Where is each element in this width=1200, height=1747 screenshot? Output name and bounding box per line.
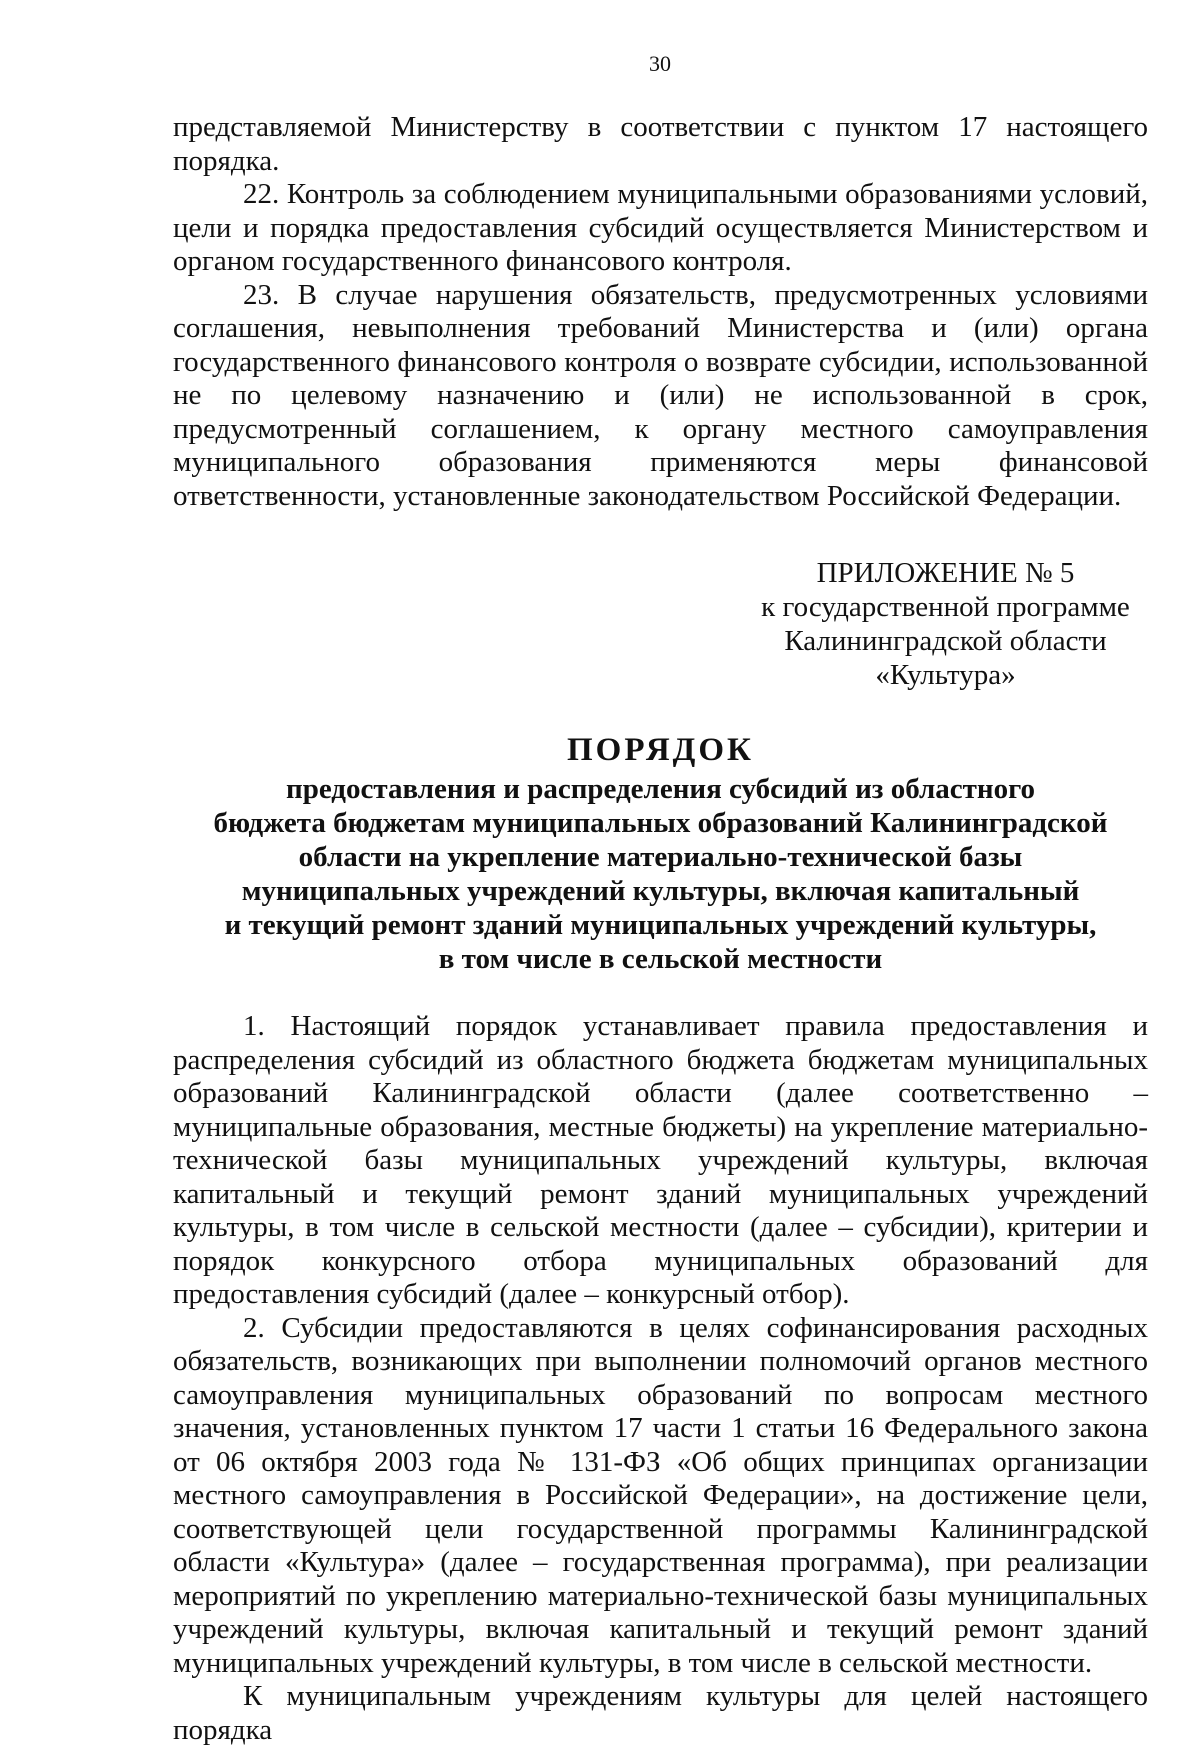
heading-line: предоставления и распределения субсидий из областного [285, 773, 1036, 805]
appendix-block [743, 556, 1148, 692]
paragraph-22: 22. Контроль за соблюдением муниципальными образованиями условий, цели и порядка предоставления субсидий осуществляется Министерством и органом государственного финансового контроля. [173, 178, 1148, 277]
appendix-region: Калининградской области [784, 625, 1107, 657]
document-body [173, 1010, 1148, 1747]
document-heading [173, 730, 1148, 976]
heading-line: и текущий ремонт зданий муниципальных учреждений культуры, [224, 909, 1097, 941]
heading-line: муниципальных учреждений культуры, включая капитальный [241, 875, 1080, 907]
paragraph-continues: К муниципальным учреждениям культуры для целей настоящего порядка [173, 1680, 1148, 1746]
heading-line: в том числе в сельской местности [438, 943, 883, 975]
heading-line: области на укрепление материально-технической базы [298, 841, 1023, 873]
paragraph-2: 2. Субсидии предоставляются в целях софинансирования расходных обязательств, возникающих при выполнении полномочий органов местного самоуправления муниципальных образований по вопросам местного значения, установленных пунктом 17 части 1 статьи 16 Федерального закона от 06 октября 2003 года № 131-ФЗ «Об общих принципах организации местного самоуправления в Российской Федерации», на достижение цели, соответствующей цели государственной программы Калининградской области «Культура» (далее – государственная программа), при реализации мероприятий по укреплению материально-технической базы муниципальных учреждений культуры, включая капитальный и текущий ремонт зданий муниципальных учреждений культуры, в том числе в сельской местности. [173, 1311, 1148, 1679]
appendix-program-name: «Культура» [875, 659, 1016, 691]
heading-line: бюджета бюджетам муниципальных образований Калининградской [213, 807, 1108, 839]
heading-title: ПОРЯДОК [567, 732, 754, 768]
paragraph-23: 23. В случае нарушения обязательств, предусмотренных условиями соглашения, невыполнения требований Министерства и (или) органа государственного финансового контроля о возврате субсидии, использованной не по целевому назначению и (или) не использованной в срок, предусмотренный соглашением, к органу местного самоуправления муниципального образования применяются меры финансовой ответственности, установленные законодательством Российской Федерации. [173, 278, 1148, 512]
paragraph-continuation: представляемой Министерству в соответствии с пунктом 17 настоящего порядка. [173, 111, 1148, 177]
appendix-program: к государственной программе [761, 591, 1130, 623]
paragraph-1: 1. Настоящий порядок устанавливает правила предоставления и распределения субсидий из областного бюджета бюджетам муниципальных образований Калининградской области (далее соответственно – муниципальные образования, местные бюджеты) на укрепление материально-технической базы муниципальных учреждений культуры, включая капитальный и текущий ремонт зданий муниципальных учреждений культуры, в том числе в сельской местности (далее – субсидии), критерии и порядок конкурсного отбора муниципальных образований для предоставления субсидий (далее – конкурсный отбор). [173, 1010, 1148, 1310]
page-number: 30 [649, 51, 671, 76]
appendix-number: ПРИЛОЖЕНИЕ № 5 [816, 557, 1075, 589]
document-content [173, 111, 1148, 1747]
